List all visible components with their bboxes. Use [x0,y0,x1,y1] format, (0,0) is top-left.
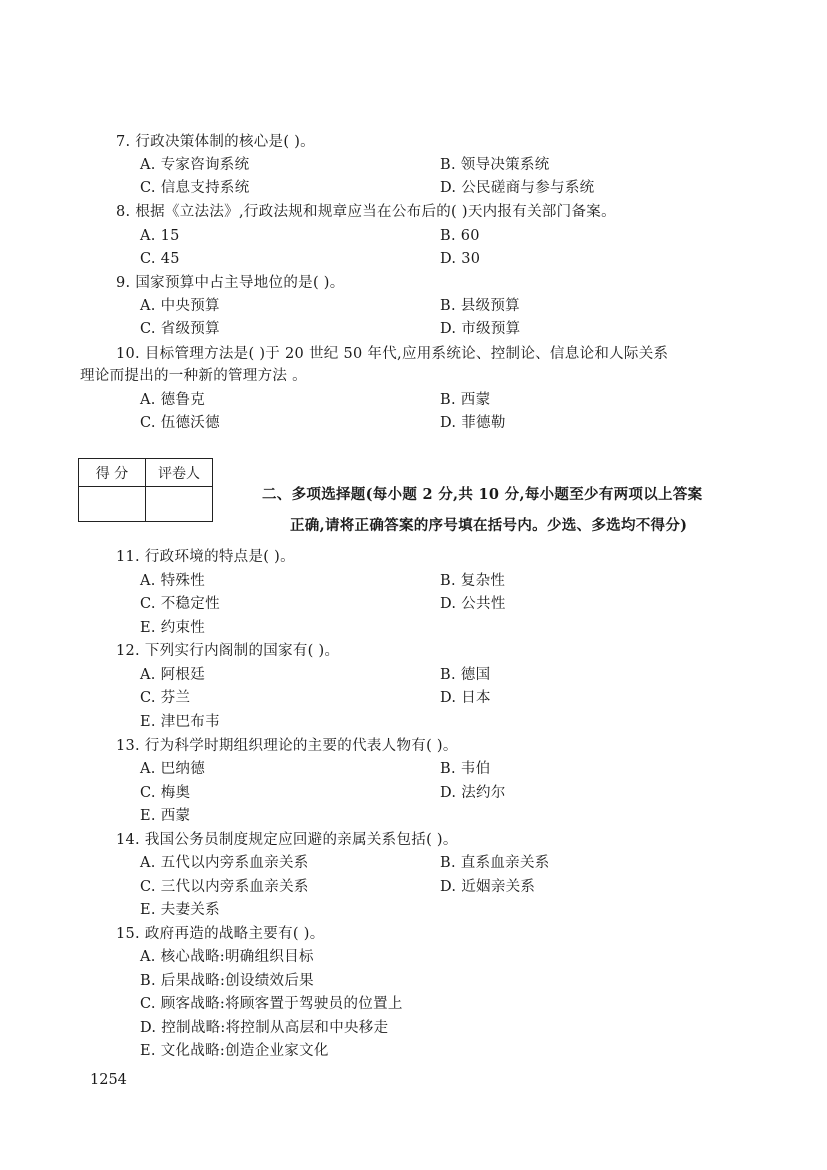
q8-option-c: C. 45 [140,251,180,267]
q13-option-d: D. 法约尔 [440,785,506,801]
q11-option-a: A. 特殊性 [140,573,205,589]
q8-option-d: D. 30 [440,251,481,267]
question-7-stem: 7. 行政决策体制的核心是( )。 [116,134,315,150]
q11-option-c: C. 不稳定性 [140,596,220,612]
q12-option-e: E. 津巴布韦 [140,714,220,730]
q11-option-e: E. 约束性 [140,620,206,636]
q10-option-a: A. 德鲁克 [140,392,205,408]
section-2-title-line1: 二、多项选择题(每小题 2 分,共 10 分,每小题至少有两项以上答案 [262,486,703,503]
question-10-stem [80,343,760,387]
q7-option-b: B. 领导决策系统 [440,157,550,173]
q7-option-d: D. 公民磋商与参与系统 [440,180,595,196]
grader-label: 评卷人 [146,459,213,487]
q10-option-d: D. 菲德勒 [440,415,506,431]
question-9-stem: 9. 国家预算中占主导地位的是( )。 [116,275,345,291]
q12-option-a: A. 阿根廷 [140,667,205,683]
q15-option-d: D. 控制战略:将控制从高层和中央移走 [140,1020,389,1036]
q9-option-b: B. 县级预算 [440,298,520,314]
q13-option-c: C. 梅奥 [140,785,191,801]
score-cell[interactable] [79,487,146,522]
q9-option-d: D. 市级预算 [440,321,521,337]
q13-option-b: B. 韦伯 [440,761,491,777]
question-11-stem: 11. 行政环境的特点是( )。 [116,549,295,565]
section-2-title-line2: 正确,请将正确答案的序号填在括号内。少选、多选均不得分) [290,517,688,534]
q10-option-b: B. 西蒙 [440,392,491,408]
question-15-stem: 15. 政府再造的战略主要有( )。 [116,926,325,942]
q14-option-e: E. 夫妻关系 [140,902,220,918]
q11-option-b: B. 复杂性 [440,573,506,589]
q12-option-c: C. 芬兰 [140,690,191,706]
q11-option-d: D. 公共性 [440,596,506,612]
q10-option-c: C. 伍德沃德 [140,415,220,431]
q14-option-b: B. 直系血亲关系 [440,855,550,871]
q12-option-d: D. 日本 [440,690,491,706]
q14-option-a: A. 五代以内旁系血亲关系 [140,855,309,871]
q14-option-d: D. 近姻亲关系 [440,879,536,895]
q8-option-a: A. 15 [140,228,180,244]
q7-option-c: C. 信息支持系统 [140,180,250,196]
question-10-line1: 10. 目标管理方法是( )于 20 世纪 50 年代,应用系统论、控制论、信息论和人际关系 [116,346,669,362]
q7-option-a: A. 专家咨询系统 [140,157,250,173]
q15-option-c: C. 顾客战略:将顾客置于驾驶员的位置上 [140,996,403,1012]
grader-cell[interactable] [146,487,213,522]
q13-option-e: E. 西蒙 [140,808,191,824]
score-box [78,458,213,522]
question-13-stem: 13. 行为科学时期组织理论的主要的代表人物有( )。 [116,738,458,754]
question-8-stem: 8. 根据《立法法》,行政法规和规章应当在公布后的( )天内报有关部门备案。 [116,204,616,220]
q9-option-a: A. 中央预算 [140,298,220,314]
question-10-line2: 理论而提出的一种新的管理方法 。 [80,368,307,384]
q15-option-b: B. 后果战略:创设绩效后果 [140,973,314,989]
q15-option-e: E. 文化战略:创造企业家文化 [140,1043,329,1059]
q13-option-a: A. 巴纳德 [140,761,205,777]
page-number: 1254 [90,1072,127,1088]
q15-option-a: A. 核心战略:明确组织目标 [140,949,314,965]
question-14-stem: 14. 我国公务员制度规定应回避的亲属关系包括( )。 [116,832,458,848]
question-12-stem: 12. 下列实行内阁制的国家有( )。 [116,643,340,659]
q9-option-c: C. 省级预算 [140,321,220,337]
q8-option-b: B. 60 [440,228,480,244]
q14-option-c: C. 三代以内旁系血亲关系 [140,879,309,895]
score-label: 得 分 [79,459,146,487]
q12-option-b: B. 德国 [440,667,491,683]
